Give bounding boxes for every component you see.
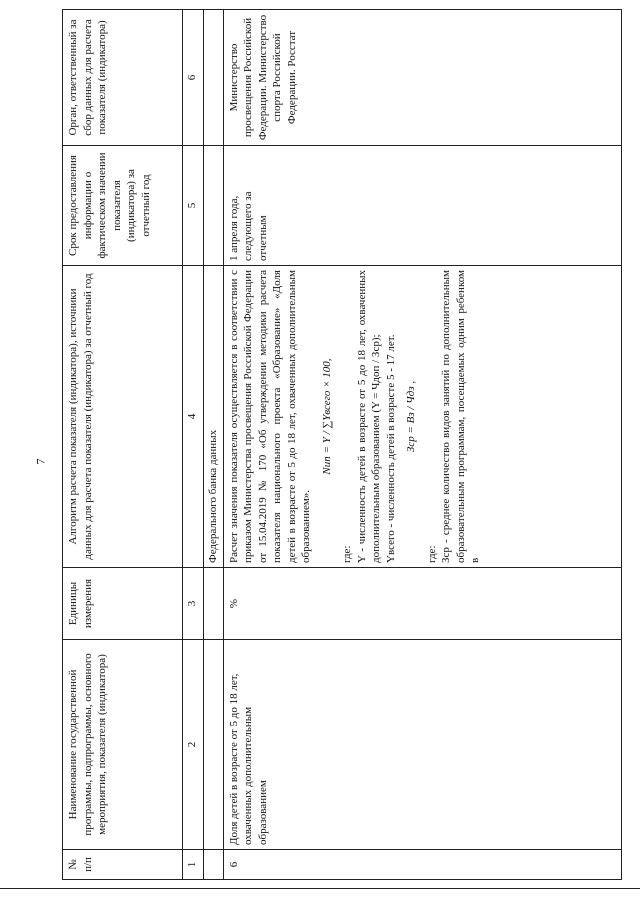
- unit-value: %: [223, 568, 621, 640]
- formula-zsr: Зср = Вз / Чдз ,: [405, 380, 418, 453]
- deadline-value: 1 апреля года, следующего за отчетным: [223, 146, 621, 266]
- column-number-row: [183, 10, 204, 880]
- algorithm-intro: Расчет значения показателя осуществляется в соответствии с приказом Министерства просвещения Российской Федерации от 15.04.2019 № 170 «Об утверждении методики расчета показателя национального проекта «Образование» «Доля детей в возрасте от 5 до 18 лет, охваченных дополнительным образованием».: [227, 270, 313, 563]
- header-col3: Единицы измерения: [63, 568, 183, 640]
- header-col4: Алгоритм расчета показателя (индикатора), источники данных для расчета показателя (индикатора) за отчетный год: [63, 266, 183, 568]
- column-number: 4: [183, 266, 204, 568]
- section-label: Федерального банка данных: [204, 266, 224, 568]
- section-row: [204, 10, 224, 880]
- header-col2: Наименование государственной программы, подпрограммы, основного мероприятия, показателя (индикатора): [63, 640, 183, 850]
- indicator-table: [62, 9, 622, 880]
- formula-main: Nип = Y / ∑Yвсего × 100,: [320, 358, 333, 475]
- page-number: 7: [33, 458, 48, 465]
- column-number: 2: [183, 640, 204, 850]
- definition-y-total: Yвсего - численность детей в возрасте 5 - 17 лет.: [384, 334, 397, 563]
- where-label: где:: [341, 545, 354, 563]
- column-number: 3: [183, 568, 204, 640]
- indicator-table-sheet: [62, 10, 622, 880]
- header-col6: Орган, ответственный за сбор данных для расчета показателя (индикатора): [63, 10, 183, 146]
- responsible-organ: Министерство просвещения Российской Федерации. Министерство спорта Российской Федерации. Росстат: [223, 10, 621, 146]
- column-number: 1: [183, 850, 204, 880]
- algorithm-cell: [223, 266, 621, 568]
- row-number: 6: [223, 850, 621, 880]
- column-number: 5: [183, 146, 204, 266]
- table-row: [223, 10, 621, 880]
- column-number: 6: [183, 10, 204, 146]
- header-col5: Срок предоставления информации о фактическом значении показателя (индикатора) за отчетный год: [63, 146, 183, 266]
- definition-y: Y - численность детей в возрасте от 5 до 18 лет, охваченных дополнительным образованием (Y = Чдоп / Зср);: [355, 270, 383, 563]
- header-row: [63, 10, 183, 880]
- where-label: где:: [425, 545, 438, 563]
- indicator-name: Доля детей в возрасте от 5 до 18 лет, охваченных дополнительным образованием: [223, 640, 621, 850]
- footer-rule: [0, 888, 640, 889]
- header-col1: № п/п: [63, 850, 183, 880]
- definition-zsr: Зср - среднее количество видов занятий по дополнительным образовательным программам, посещаемых одним ребенком в: [440, 270, 482, 563]
